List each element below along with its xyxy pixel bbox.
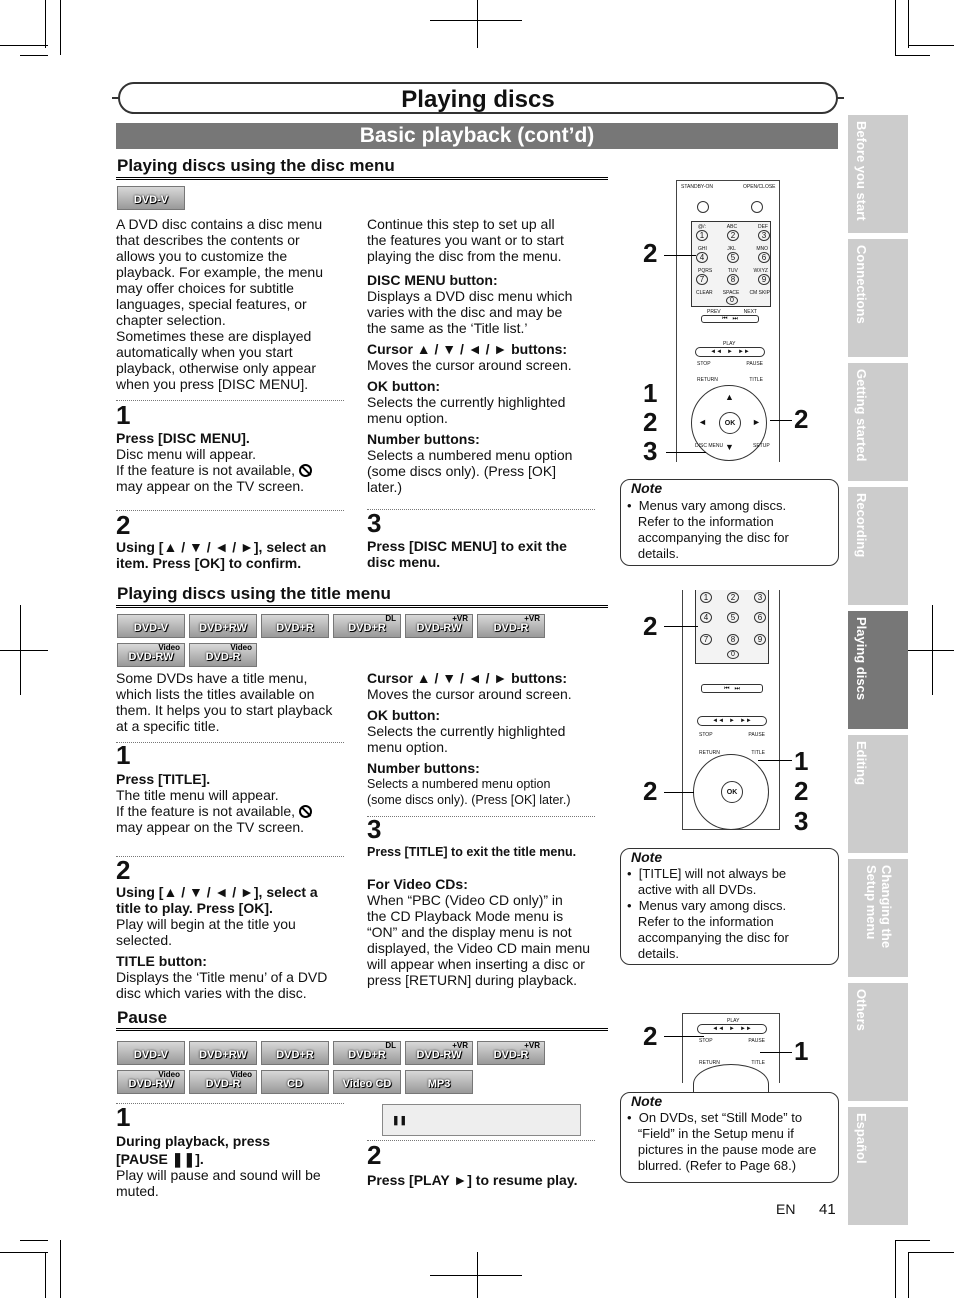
note-box: Note • Menus vary among discs. Refer to the information accompanying the disc for details. bbox=[620, 479, 839, 566]
disc-badge: MP3 bbox=[405, 1070, 473, 1094]
disc-badge: DVD+RW bbox=[189, 1041, 257, 1065]
crop-mark bbox=[0, 650, 48, 651]
remote-illustration: 1 2 3 4 5 6 7 8 9 0 ⏮ ⏭ ◄◄ ► ►► STOP PAUSE RETURN TITLE OK bbox=[682, 590, 780, 830]
callout-line bbox=[770, 420, 792, 421]
page-title-banner bbox=[118, 82, 838, 114]
crop-mark bbox=[20, 605, 21, 695]
disc-badge: +VR DVD-RW bbox=[405, 614, 473, 638]
crop-mark bbox=[0, 1252, 48, 1253]
step-number: 1 bbox=[116, 1102, 131, 1132]
crop-mark bbox=[932, 605, 933, 695]
disc-badge: Video DVD-R bbox=[189, 643, 257, 667]
disc-menu-step2: Using [▲ / ▼ / ◄ / ►], select an item. Press [OK] to confirm. bbox=[116, 539, 327, 571]
disc-menu-heading: Playing discs using the disc menu bbox=[117, 156, 395, 175]
disc-menu-step1: Press [DISC MENU]. Disc menu will appear. If the feature is not available, may appear on the TV screen. bbox=[116, 430, 356, 494]
keypad: 1 2 3 4 5 6 7 8 9 0 bbox=[695, 590, 769, 664]
disc-badge: DVD+R bbox=[261, 614, 329, 638]
callout-number: 2 bbox=[643, 776, 658, 806]
callout-number: 2 bbox=[643, 611, 658, 641]
disc-badge: +VR DVD-R bbox=[477, 1041, 545, 1065]
crop-mark bbox=[477, 1252, 478, 1298]
heading-rule bbox=[116, 605, 608, 608]
dvd-v-badge: DVD-V bbox=[117, 186, 185, 210]
side-tab-recording[interactable]: Recording bbox=[848, 487, 908, 605]
heading-rule bbox=[116, 1028, 608, 1031]
callout-line bbox=[760, 1052, 792, 1053]
pause-step1: During playback, press [PAUSE ❚❚]. Play will pause and sound will be muted. bbox=[116, 1133, 321, 1199]
disc-badge: Video CD bbox=[333, 1070, 401, 1094]
disc-badge: +VR DVD-R bbox=[477, 614, 545, 638]
play-row: ◄◄ ► ►► bbox=[695, 347, 765, 357]
crop-mark bbox=[60, 1240, 61, 1298]
prohibited-icon bbox=[299, 464, 312, 477]
disc-badge: DVD+R bbox=[261, 1041, 329, 1065]
crop-mark bbox=[20, 1240, 48, 1241]
pause-step2: Press [PLAY ►] to resume play. bbox=[367, 1172, 578, 1188]
title-menu-heading: Playing discs using the title menu bbox=[117, 584, 391, 603]
divider bbox=[367, 816, 595, 817]
pause-heading: Pause bbox=[117, 1008, 168, 1027]
callout-line bbox=[664, 1036, 704, 1037]
title-menu-step3: Press [TITLE] to exit the title menu. bbox=[367, 845, 577, 859]
step-number: 3 bbox=[367, 508, 382, 538]
side-tab-espanol[interactable]: Español bbox=[848, 1107, 908, 1225]
eject-button bbox=[751, 201, 763, 213]
crop-mark bbox=[60, 0, 61, 55]
callout-line bbox=[758, 760, 792, 761]
disc-badge: DL DVD+R bbox=[333, 614, 401, 638]
step-number: 2 bbox=[367, 1140, 382, 1170]
side-tab-others[interactable]: Others bbox=[848, 983, 908, 1101]
disc-badge: Video DVD-RW bbox=[117, 1070, 185, 1094]
left-arrow-icon: ◄ bbox=[698, 417, 707, 427]
crop-mark bbox=[430, 1275, 522, 1276]
side-tab-before-you-start[interactable]: Before you start bbox=[848, 115, 908, 233]
divider bbox=[367, 1140, 595, 1141]
play-row: ◄◄ ► ►► bbox=[697, 716, 767, 726]
callout-numbers: 1 2 3 bbox=[643, 378, 658, 466]
divider bbox=[116, 400, 344, 401]
side-tab-getting-started[interactable]: Getting started bbox=[848, 363, 908, 481]
divider bbox=[116, 856, 344, 857]
disc-badge: DVD+RW bbox=[189, 614, 257, 638]
prohibited-icon bbox=[299, 805, 312, 818]
dpad: OK ▲ ▼ ◄ ► bbox=[691, 385, 767, 461]
crop-mark bbox=[895, 0, 896, 55]
disc-badge: DVD-V bbox=[117, 1041, 185, 1065]
side-tab-editing[interactable]: Editing bbox=[848, 735, 908, 853]
divider bbox=[116, 510, 344, 511]
callout-number: 2 bbox=[643, 238, 658, 268]
note-box: Note • [TITLE] will not always be active with all DVDs. • Menus vary among discs. Refer to the information accompanying the disc for details. bbox=[620, 848, 839, 965]
callout-number: 1 bbox=[794, 1036, 809, 1066]
disc-menu-intro: A DVD disc contains a disc menu that describes the contents or allows you to customize the playback. For example, the menu may offer choices for subtitle languages, special features, or chapter selection. Sometimes these are displayed automatically when you start playback, otherwise only appear when you press [DISC MENU]. bbox=[116, 216, 323, 392]
disc-menu-step3: Press [DISC MENU] to exit the disc menu. bbox=[367, 538, 567, 570]
crop-mark bbox=[895, 1240, 896, 1298]
step-number: 1 bbox=[116, 400, 131, 430]
divider bbox=[116, 1103, 344, 1104]
disc-badge: +VR DVD-RW bbox=[405, 1041, 473, 1065]
crop-mark bbox=[908, 650, 954, 651]
step-number: 3 bbox=[367, 814, 382, 844]
language-label: EN bbox=[776, 1201, 796, 1217]
step-number: 1 bbox=[116, 740, 131, 770]
note-box: Note • On DVDs, set “Still Mode” to “Field” in the Setup menu if pictures in the pause mode are blurred. (Refer to Page 68.) bbox=[620, 1092, 839, 1183]
side-tab-connections[interactable]: Connections bbox=[848, 239, 908, 357]
callout-number: 2 bbox=[794, 404, 809, 434]
section-subtitle: Basic playback (cont’d) bbox=[116, 123, 838, 149]
crop-mark bbox=[45, 0, 46, 48]
page-title: Playing discs bbox=[401, 86, 555, 113]
crop-mark bbox=[477, 0, 478, 48]
crop-mark bbox=[908, 45, 954, 46]
skip-buttons: ⏮ ⏭ bbox=[701, 315, 759, 323]
crop-mark bbox=[45, 1252, 46, 1298]
divider bbox=[367, 509, 595, 510]
crop-mark bbox=[0, 45, 48, 46]
disc-badge: Video DVD-RW bbox=[117, 643, 185, 667]
play-row: ◄◄ ► ►► bbox=[697, 1024, 767, 1034]
side-tab-playing-discs[interactable]: Playing discs bbox=[848, 611, 908, 729]
title-menu-right-col: Cursor ▲ / ▼ / ◄ / ► buttons: Moves the cursor around screen. OK button: Selects the currently highlighted menu option. Number buttons: Selects a numbered menu option (some discs only). (Press [OK] later.) bbox=[367, 670, 572, 807]
disc-menu-right-col: Continue this step to set up all the features you want or to start playing the disc from the menu. DISC MENU button: Displays a DVD disc menu which varies with the disc and may be the same as the ‘Title list.’ Cursor ▲ / ▼ / ◄ / ► buttons: Moves the cursor around screen. OK button: Selects the currently highlighted menu option. Number buttons: Selects a numbered menu option (some discs only). (Press [OK] later.) bbox=[367, 216, 573, 495]
crop-mark bbox=[908, 1252, 909, 1298]
dpad: OK bbox=[693, 754, 769, 830]
pause-icon: ❚❚ bbox=[392, 1115, 408, 1125]
callout-number: 2 bbox=[643, 1021, 658, 1051]
crop-mark bbox=[20, 55, 48, 56]
step-number: 2 bbox=[116, 855, 131, 885]
callout-line bbox=[664, 792, 694, 793]
title-menu-step1: Press [TITLE]. The title menu will appear. If the feature is not available, may appear on the TV screen. bbox=[116, 771, 356, 835]
disc-badge: DVD-V bbox=[117, 614, 185, 638]
callout-line bbox=[664, 255, 696, 256]
callout-line bbox=[666, 452, 706, 453]
heading-rule bbox=[116, 177, 608, 180]
title-menu-step2: Using [▲ / ▼ / ◄ / ►], select a title to play. Press [OK]. Play will begin at the title you selected. TITLE button: Displays the ‘Title menu’ of a DVD disc which varies with the disc. bbox=[116, 884, 328, 1001]
crop-mark bbox=[908, 0, 909, 48]
skip-buttons: ⏮ ⏭ bbox=[701, 684, 763, 693]
down-arrow-icon: ▼ bbox=[725, 442, 734, 452]
tv-screen-display bbox=[382, 1104, 581, 1136]
crop-mark bbox=[430, 20, 522, 21]
right-arrow-icon: ► bbox=[752, 417, 761, 427]
remote-illustration: STANDBY-ON OPEN/CLOSE @/: ABC DEF 1 2 3 GHI JKL MNO 4 5 6 PQRS TUV WXYZ 7 8 9 CLEAR SPACE CM SKIP 0 PREV NEXT ⏮ ⏭ PLAY ◄◄ ► ►► STOP PAUSE RETURN TITLE OK ▲ ▼ ◄ ► DISC MENU SETUP bbox=[676, 180, 780, 462]
up-arrow-icon: ▲ bbox=[725, 392, 734, 402]
title-menu-intro: Some DVDs have a title menu, which lists the titles available on them. It helps you to start playback at a specific title. bbox=[116, 670, 333, 734]
keypad: @/: ABC DEF 1 2 3 GHI JKL MNO 4 5 6 PQRS TUV WXYZ 7 8 9 CLEAR SPACE CM SKIP 0 bbox=[691, 221, 771, 307]
side-tab-changing-setup[interactable]: Changing the Setup menu bbox=[848, 859, 908, 977]
crop-mark bbox=[895, 55, 930, 56]
remote-illustration: PLAY ◄◄ ► ►► STOP PAUSE RETURN TITLE bbox=[682, 1013, 780, 1083]
crop-mark bbox=[895, 1240, 930, 1241]
disc-badge: CD bbox=[261, 1070, 329, 1094]
power-button bbox=[697, 201, 709, 213]
divider bbox=[116, 742, 344, 743]
step-number: 2 bbox=[116, 510, 131, 540]
video-cd-info: For Video CDs: When “PBC (Video CD only)” in the CD Playback Mode menu is “ON” and the display menu is not displayed, the Video CD main menu will appear when inserting a disc or press [RETURN] during playback. bbox=[367, 876, 591, 988]
disc-badge: Video DVD-R bbox=[189, 1070, 257, 1094]
page-number: 41 bbox=[819, 1201, 836, 1218]
callout-line bbox=[664, 626, 698, 627]
crop-mark bbox=[908, 1252, 954, 1253]
callout-numbers: 1 2 3 bbox=[794, 746, 809, 836]
disc-badge: DL DVD+R bbox=[333, 1041, 401, 1065]
